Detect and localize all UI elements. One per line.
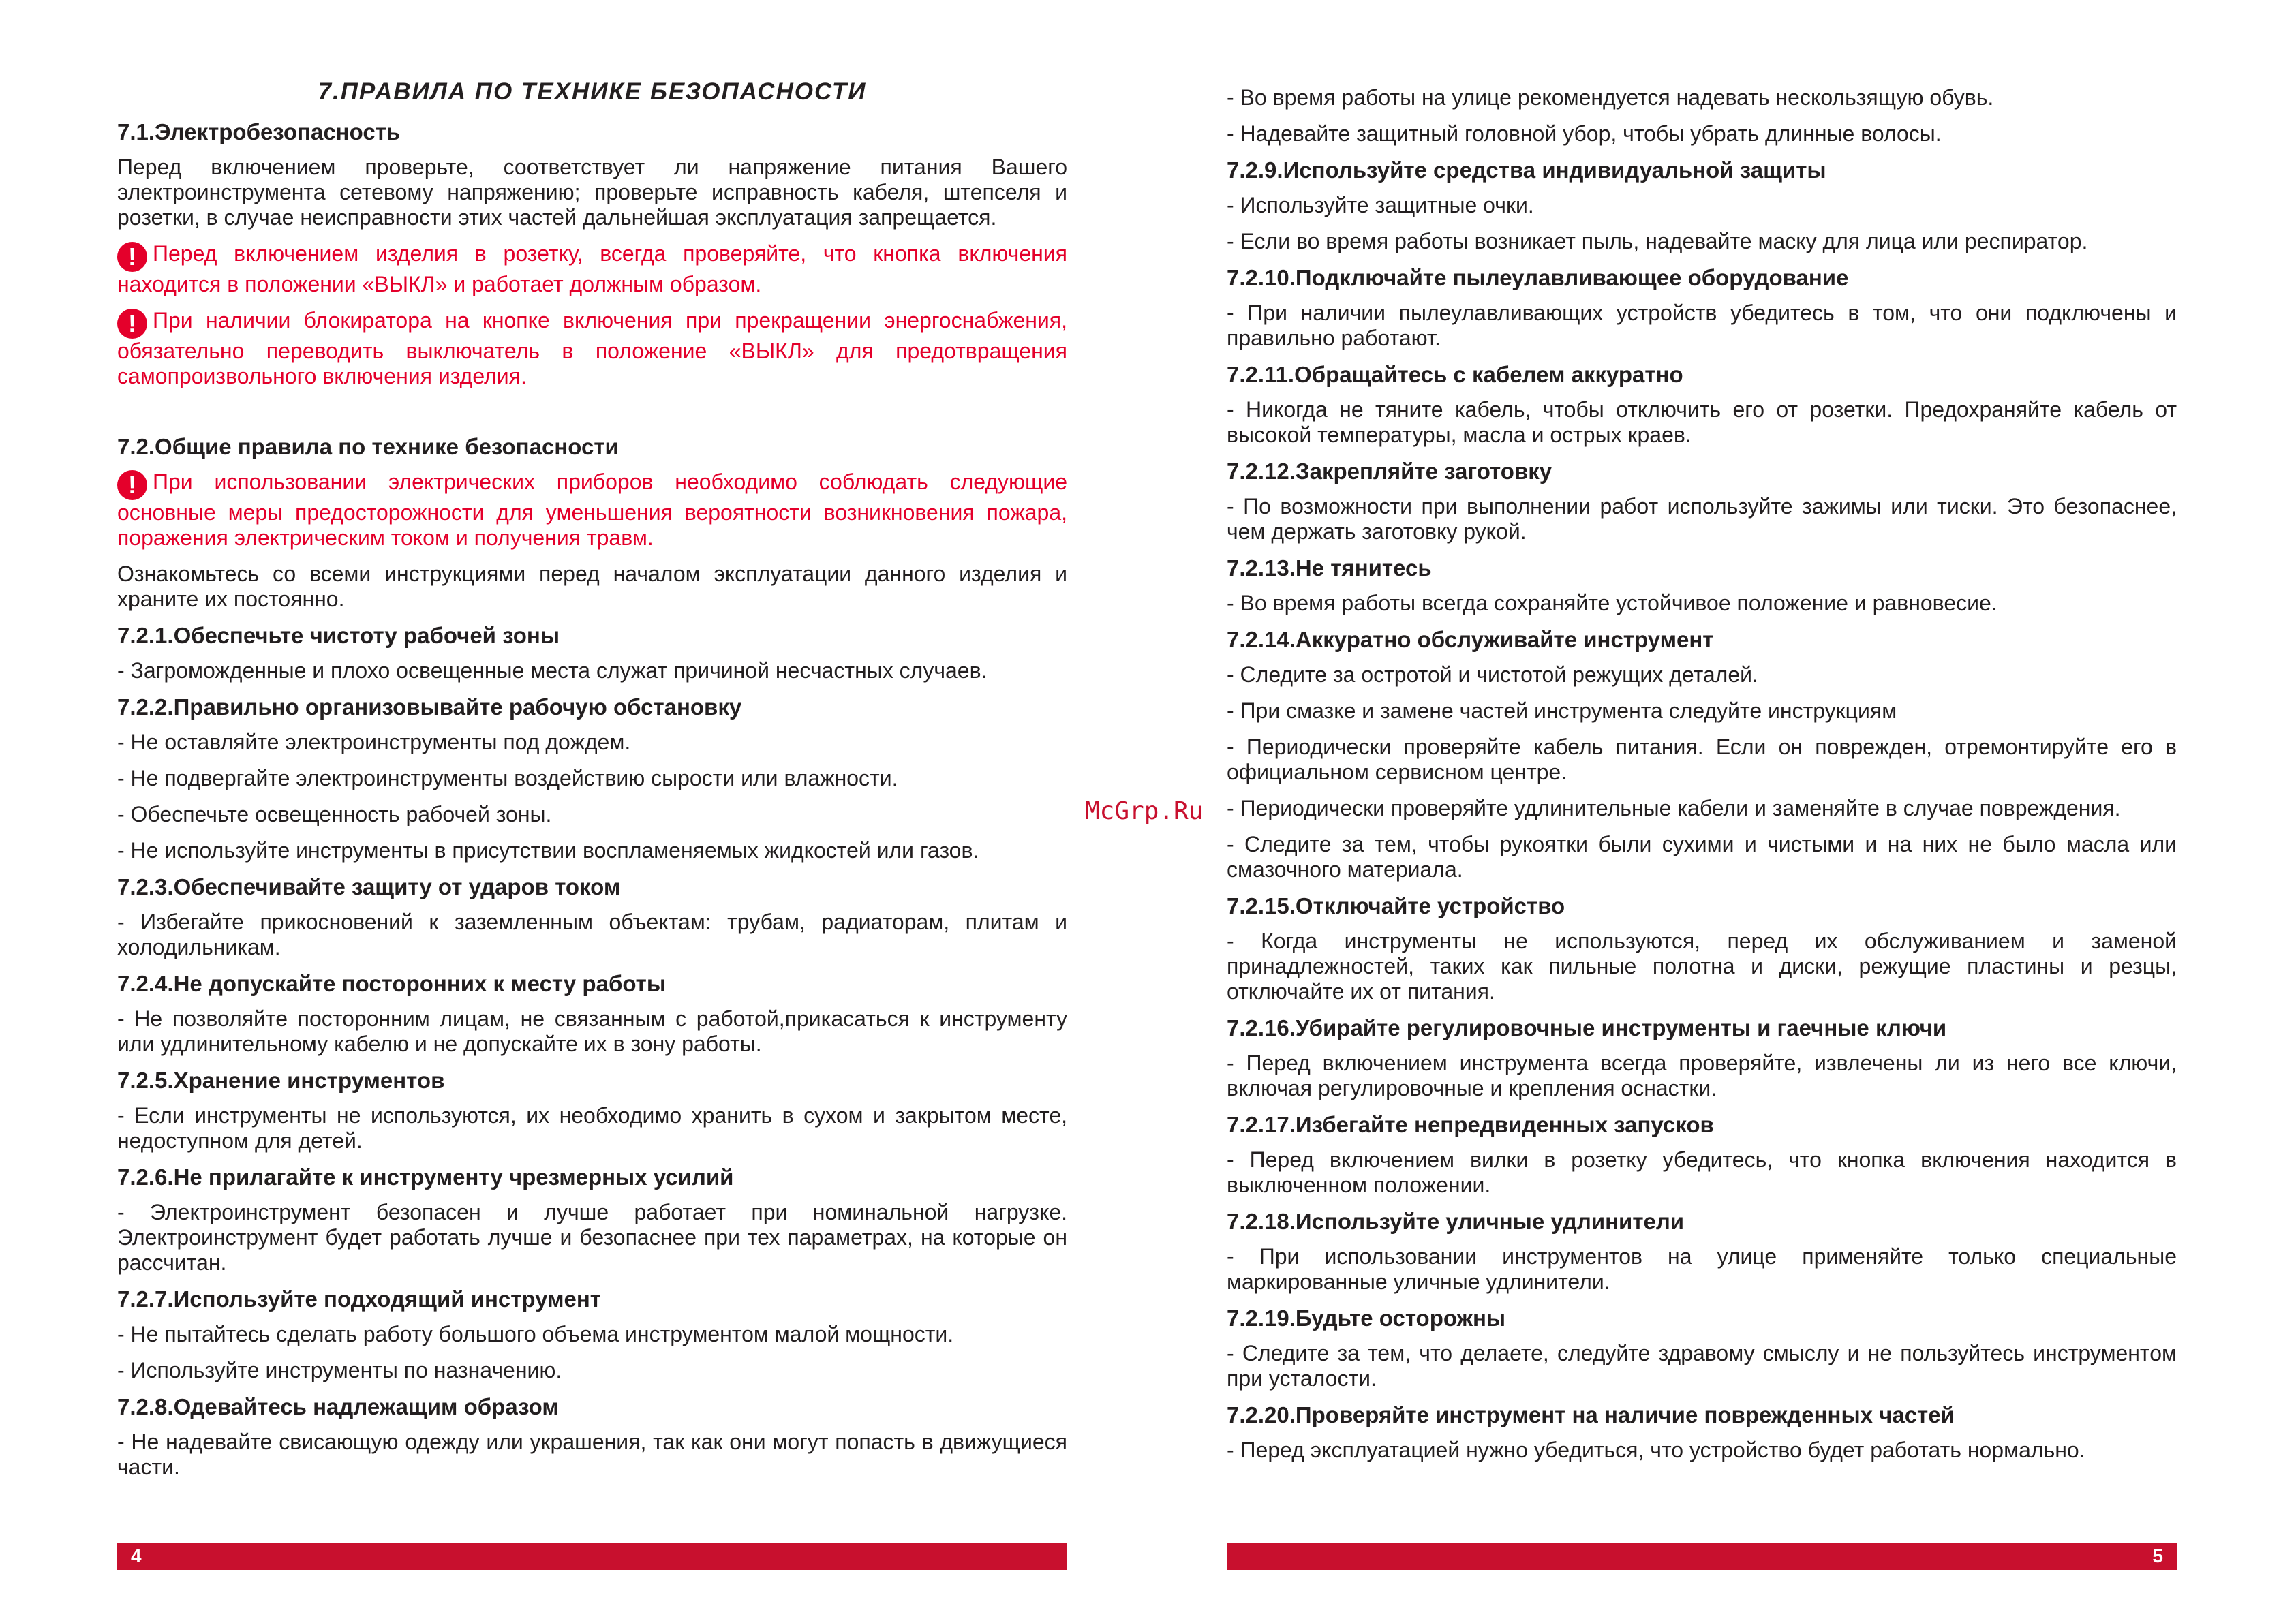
paragraph: - Надевайте защитный головной убор, чтобы убрать длинные волосы. xyxy=(1227,121,1942,146)
paragraph: - Во время работы всегда сохраняйте устойчивое положение и равновесие. xyxy=(1227,591,1997,615)
paragraph: - Не позволяйте посторонним лицам, не связанным с работой,прикасаться к инструменту или удлинительному кабелю и не допускайте их в зону работы. xyxy=(117,1006,1067,1056)
page-title: 7.ПРАВИЛА ПО ТЕХНИКЕ БЕЗОПАСНОСТИ xyxy=(318,78,867,105)
left-page xyxy=(117,78,1067,1491)
warning-text: Перед включением изделия в розетку, всегда проверяйте, что кнопка включения находится в положении «ВЫКЛ» и работает должным образом. xyxy=(117,241,1067,296)
section-heading: 7.2.3.Обеспечивайте защиту от ударов током xyxy=(117,874,621,899)
page-number: 5 xyxy=(2152,1545,2163,1566)
paragraph: - По возможности при выполнении работ используйте зажимы или тиски. Это безопаснее, чем держать заготовку рукой. xyxy=(1227,494,2177,544)
paragraph: - Загроможденные и плохо освещенные места служат причиной несчастных случаев. xyxy=(117,658,988,683)
exclamation-circle-icon: ! xyxy=(117,242,147,272)
section-heading: 7.2.16.Убирайте регулировочные инструменты и гаечные ключи xyxy=(1227,1015,1947,1040)
section-heading: 7.2.17.Избегайте непредвиденных запусков xyxy=(1227,1112,1714,1137)
paragraph: - Используйте защитные очки. xyxy=(1227,193,1534,217)
exclamation-circle-icon: ! xyxy=(117,470,147,500)
paragraph: - Если во время работы возникает пыль, надевайте маску для лица или респиратор. xyxy=(1227,229,2088,253)
paragraph: - Перед включением инструмента всегда проверяйте, извлечены ли из него все ключи, включая регулировочные и крепления оснастки. xyxy=(1227,1051,2177,1100)
section-heading: 7.2.6.Не прилагайте к инструменту чрезмерных усилий xyxy=(117,1164,734,1190)
paragraph: - Если инструменты не используются, их необходимо хранить в сухом и закрытом месте, недоступном для детей. xyxy=(117,1103,1067,1153)
right-page xyxy=(1227,85,2177,1474)
section-heading: 7.2.13.Не тянитесь xyxy=(1227,555,1432,581)
section-heading-7-1: 7.1.Электробезопасность xyxy=(117,119,401,144)
section-heading-7-2: 7.2.Общие правила по технике безопасности xyxy=(117,434,619,459)
paragraph: - Используйте инструменты по назначению. xyxy=(117,1358,562,1382)
section-heading: 7.2.9.Используйте средства индивидуальной защиты xyxy=(1227,157,1826,183)
paragraph: - Не надевайте свисающую одежду или украшения, так как они могут попасть в движущиеся части. xyxy=(117,1429,1067,1479)
warning-paragraph xyxy=(117,308,1067,389)
paragraph: - При смазке и замене частей инструмента следуйте инструкциям xyxy=(1227,698,1897,723)
paragraph: - Перед эксплуатацией нужно убедиться, что устройство будет работать нормально. xyxy=(1227,1438,2085,1462)
paragraph: - Когда инструменты не используются, перед их обслуживанием и заменой принадлежностей, таких как пильные полотна и диски, режущие пластины и резцы, отключайте их от питания. xyxy=(1227,929,2177,1004)
warning-paragraph xyxy=(117,241,1067,297)
exclamation-circle-icon: ! xyxy=(117,309,147,339)
paragraph: - Не используйте инструменты в присутствии воспламеняемых жидкостей или газов. xyxy=(117,838,979,863)
section-heading: 7.2.10.Подключайте пылеулавливающее оборудование xyxy=(1227,265,1849,290)
watermark: McGrp.Ru xyxy=(1085,797,1204,825)
paragraph: - Избегайте прикосновений к заземленным объектам: трубам, радиаторам, плитам и холодильникам. xyxy=(117,910,1067,959)
section-heading: 7.2.5.Хранение инструментов xyxy=(117,1068,445,1093)
paragraph: - Обеспечьте освещенность рабочей зоны. xyxy=(117,802,552,826)
footer-bar-left xyxy=(117,1543,1067,1570)
paragraph: - Перед включением вилки в розетку убедитесь, что кнопка включения находится в выключенном положении. xyxy=(1227,1147,2177,1197)
section-heading: 7.2.2.Правильно организовывайте рабочую обстановку xyxy=(117,694,742,720)
paragraph: - Периодически проверяйте удлинительные кабели и заменяйте в случае повреждения. xyxy=(1227,796,2121,820)
section-heading: 7.2.8.Одевайтесь надлежащим образом xyxy=(117,1394,559,1419)
warning-text: При наличии блокиратора на кнопке включения при прекращении энергоснабжения, обязательно переводить выключатель в положение «ВЫКЛ» для предотвращения самопроизвольного включения изделия. xyxy=(117,308,1067,388)
paragraph: - Следите за тем, что делаете, следуйте здравому смыслу и не пользуйтесь инструментом при усталости. xyxy=(1227,1341,2177,1391)
paragraph: - Периодически проверяйте кабель питания. Если он поврежден, отремонтируйте его в официальном сервисном центре. xyxy=(1227,735,2177,784)
paragraph: - Не пытайтесь сделать работу большого объема инструментом малой мощности. xyxy=(117,1322,954,1346)
section-heading: 7.2.15.Отключайте устройство xyxy=(1227,893,1565,918)
section-heading: 7.2.11.Обращайтесь с кабелем аккуратно xyxy=(1227,362,1683,387)
paragraph: - Во время работы на улице рекомендуется надевать нескользящую обувь. xyxy=(1227,85,1994,110)
section-heading: 7.2.12.Закрепляйте заготовку xyxy=(1227,459,1552,484)
page-number: 4 xyxy=(131,1545,142,1566)
paragraph: - Не оставляйте электроинструменты под дождем. xyxy=(117,730,631,754)
section-heading: 7.2.19.Будьте осторожны xyxy=(1227,1305,1506,1331)
footer-bar-right xyxy=(1227,1543,2177,1570)
section-heading: 7.2.1.Обеспечьте чистоту рабочей зоны xyxy=(117,623,560,648)
paragraph: Перед включением проверьте, соответствует ли напряжение питания Вашего электроинструмента сетевому напряжению; проверьте исправность кабеля, штепселя и розетки, в случае неисправности этих частей дальнейшая эксплуатация запрещается. xyxy=(117,155,1067,230)
paragraph: - Следите за тем, чтобы рукоятки были сухими и чистыми и на них не было масла или смазочного материала. xyxy=(1227,832,2177,882)
paragraph: - Следите за остротой и чистотой режущих деталей. xyxy=(1227,662,1758,687)
section-heading: 7.2.4.Не допускайте посторонних к месту работы xyxy=(117,971,667,996)
paragraph: - При использовании инструментов на улице применяйте только специальные маркированные уличные удлинители. xyxy=(1227,1244,2177,1294)
paragraph: - Никогда не тяните кабель, чтобы отключить его от розетки. Предохраняйте кабель от высокой температуры, масла и острых краев. xyxy=(1227,397,2177,447)
section-heading: 7.2.20.Проверяйте инструмент на наличие поврежденных частей xyxy=(1227,1402,1955,1427)
warning-text: При использовании электрических приборов необходимо соблюдать следующие основные меры предосторожности для уменьшения вероятности возникновения пожара, поражения электрическим током и получения травм. xyxy=(117,469,1067,550)
paragraph: - При наличии пылеулавливающих устройств убедитесь в том, что они подключены и правильно работают. xyxy=(1227,300,2177,350)
warning-paragraph xyxy=(117,469,1067,551)
paragraph: Ознакомьтесь со всеми инструкциями перед началом эксплуатации данного изделия и храните их постоянно. xyxy=(117,561,1067,611)
paragraph: - Электроинструмент безопасен и лучше работает при номинальной нагрузке. Электроинструмент будет работать лучше и безопаснее при тех параметрах, на которые он рассчитан. xyxy=(117,1200,1067,1275)
section-heading: 7.2.14.Аккуратно обслуживайте инструмент xyxy=(1227,627,1714,652)
paragraph: - Не подвергайте электроинструменты воздействию сырости или влажности. xyxy=(117,766,898,790)
section-heading: 7.2.7.Используйте подходящий инструмент xyxy=(117,1286,601,1312)
section-heading: 7.2.18.Используйте уличные удлинители xyxy=(1227,1209,1685,1234)
